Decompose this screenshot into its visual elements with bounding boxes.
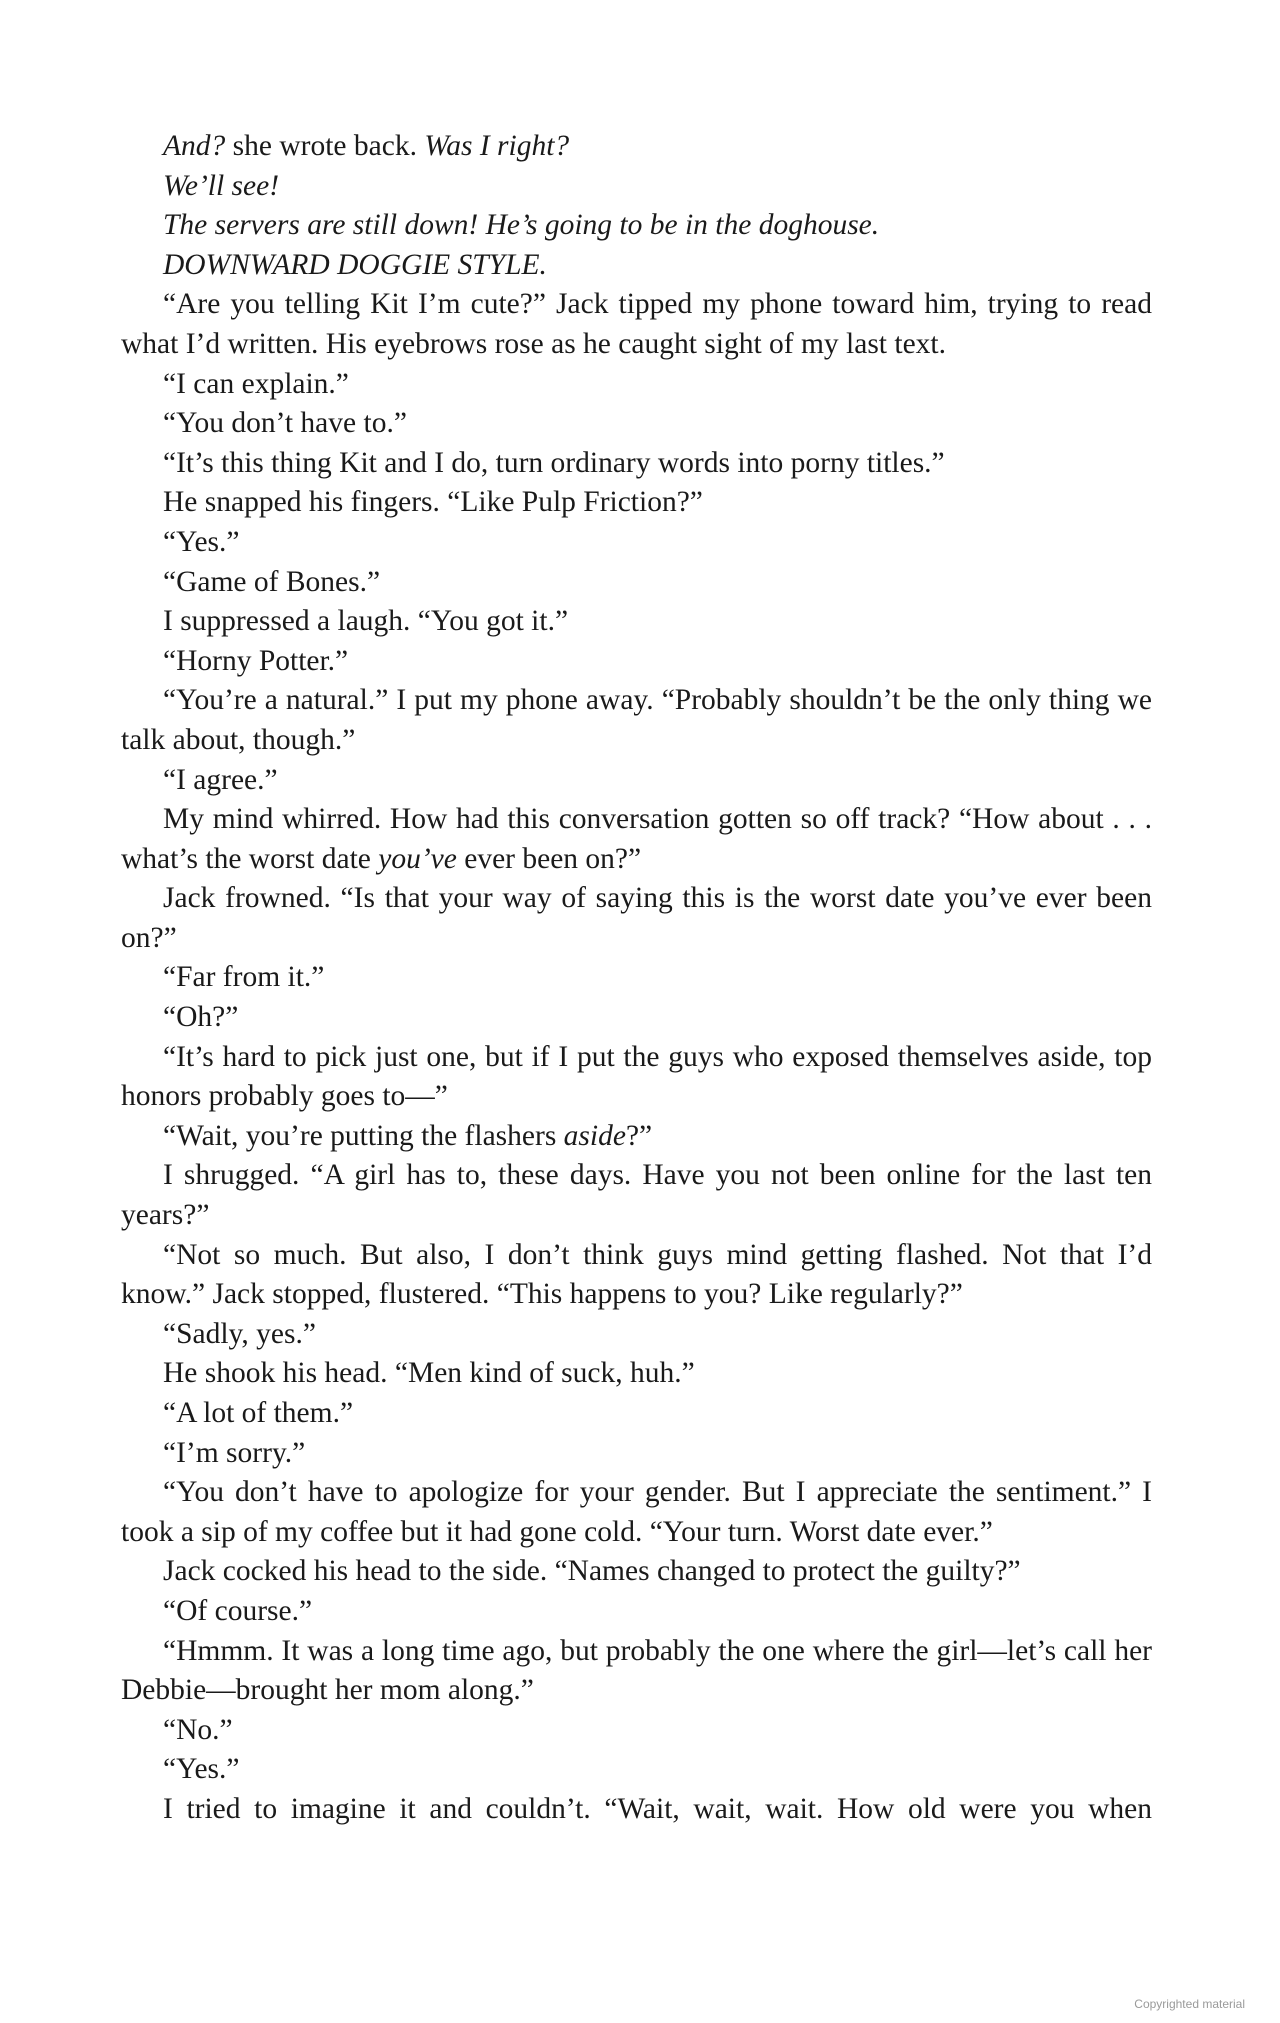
text-run: “Yes.”	[163, 525, 240, 558]
text-run: “Horny Potter.”	[163, 644, 349, 677]
text-run: ?”	[625, 1119, 653, 1152]
text-run: “A lot of them.”	[163, 1397, 354, 1429]
paragraph	[121, 127, 1152, 167]
italic-text: aside	[563, 1119, 626, 1152]
paragraph	[121, 1236, 1152, 1315]
text-run: “I agree.”	[163, 763, 278, 796]
text-run: “Game of Bones.”	[163, 565, 381, 598]
paragraph	[121, 1711, 1152, 1751]
text-run: He shook his head. “Men kind of suck, huh.”	[163, 1357, 695, 1390]
text-run: He snapped his fingers. “Like Pulp Friction?”	[163, 486, 703, 519]
paragraph	[121, 1632, 1152, 1711]
text-run: “Yes.”	[163, 1753, 240, 1786]
paragraph	[121, 602, 1152, 642]
paragraph	[121, 1592, 1152, 1632]
paragraph	[121, 800, 1152, 879]
paragraph	[121, 167, 1152, 207]
text-run: I tried to imagine it and couldn’t. “Wait, wait, wait. How old were you when	[163, 1792, 1152, 1825]
paragraph	[121, 523, 1152, 563]
text-run: Jack cocked his head to the side. “Names changed to protect the guilty?”	[163, 1555, 1021, 1588]
paragraph	[121, 879, 1152, 958]
text-run: ever been on?”	[456, 842, 642, 875]
text-run: “Of course.”	[163, 1594, 313, 1627]
paragraph	[121, 681, 1152, 760]
text-run: “I can explain.”	[163, 367, 349, 400]
paragraph	[121, 1790, 1152, 1830]
italic-text: The servers are still down! He’s going to be in the doghouse.	[163, 209, 880, 242]
paragraph	[121, 563, 1152, 603]
text-run: “You don’t have to.”	[163, 407, 407, 440]
text-run: My mind whirred. How had this conversation gotten so off track? “How about . . . what’s the worst date	[121, 803, 1152, 875]
paragraph	[121, 761, 1152, 801]
italic-text: Was I right?	[424, 130, 570, 162]
paragraph	[121, 206, 1152, 246]
text-run: “You don’t have to apologize for your gender. But I appreciate the sentiment.” I took a sip of my coffee but it had gone cold. “Your turn. Worst date ever.”	[121, 1476, 1152, 1548]
book-page-text	[121, 127, 1152, 1830]
text-run: “I’m sorry.”	[163, 1436, 306, 1469]
text-run: “Are you telling Kit I’m cute?” Jack tipped my phone toward him, trying to read what I’d written. His eyebrows rose as he caught sight of my last text.	[121, 288, 1152, 360]
paragraph	[121, 1315, 1152, 1355]
text-run: “Wait, you’re putting the flashers	[163, 1119, 564, 1152]
paragraph	[121, 483, 1152, 523]
copyright-notice: Copyrighted material	[1134, 1997, 1245, 2011]
paragraph	[121, 285, 1152, 364]
italic-text: We’ll see!	[163, 169, 280, 202]
text-run: she wrote back.	[225, 130, 425, 162]
paragraph	[121, 404, 1152, 444]
text-run: “Sadly, yes.”	[163, 1317, 316, 1350]
paragraph	[121, 1394, 1152, 1434]
text-run: “Oh?”	[163, 1001, 239, 1034]
paragraph	[121, 444, 1152, 484]
paragraph	[121, 1750, 1152, 1790]
text-run: “It’s hard to pick just one, but if I put the guys who exposed themselves aside, top honors probably goes to—”	[121, 1040, 1152, 1113]
italic-text: DOWNWARD DOGGIE STYLE.	[163, 248, 547, 281]
paragraph	[121, 998, 1152, 1038]
text-run: I shrugged. “A girl has to, these days. Have you not been online for the last ten years?”	[121, 1159, 1152, 1232]
paragraph	[121, 1354, 1152, 1394]
paragraph	[121, 1038, 1152, 1117]
paragraph	[121, 1434, 1152, 1474]
text-run: “It’s this thing Kit and I do, turn ordinary words into porny titles.”	[163, 446, 945, 479]
italic-text: you’ve	[378, 842, 457, 875]
text-run: “You’re a natural.” I put my phone away. “Probably shouldn’t be the only thing we talk about, though.”	[121, 684, 1152, 756]
text-run: “Not so much. But also, I don’t think guys mind getting flashed. Not that I’d know.” Jack stopped, flustered. “This happens to you? Like regularly?”	[121, 1238, 1152, 1311]
paragraph	[121, 958, 1152, 998]
paragraph	[121, 365, 1152, 405]
paragraph	[121, 1117, 1152, 1157]
text-run: “No.”	[163, 1713, 233, 1746]
text-run: “Far from it.”	[163, 961, 325, 994]
italic-text: And?	[163, 130, 226, 162]
text-run: “Hmmm. It was a long time ago, but probably the one where the girl—let’s call her Debbie—brought her mom along.”	[121, 1634, 1152, 1707]
text-run: I suppressed a laugh. “You got it.”	[163, 605, 569, 638]
paragraph	[121, 1552, 1152, 1592]
paragraph	[121, 642, 1152, 682]
paragraph	[121, 1156, 1152, 1235]
paragraph	[121, 1473, 1152, 1552]
paragraph	[121, 246, 1152, 286]
text-run: Jack frowned. “Is that your way of saying this is the worst date you’ve ever been on?”	[121, 882, 1152, 954]
